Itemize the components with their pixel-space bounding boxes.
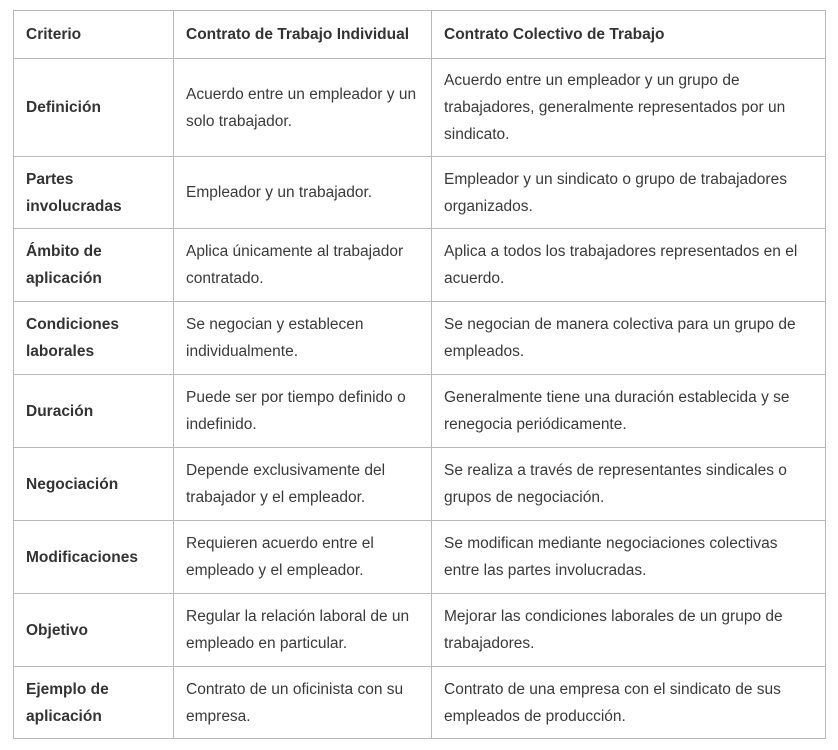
comparison-table-container: [13, 10, 825, 739]
table-row: [14, 594, 826, 667]
row-individual: Requieren acuerdo entre el empleado y el empleador.: [174, 521, 432, 594]
row-colectivo: Se modifican mediante negociaciones colectivas entre las partes involucradas.: [432, 521, 826, 594]
row-criterion: Duración: [14, 375, 174, 448]
row-criterion: Condiciones laborales: [14, 302, 174, 375]
table-header-row: [14, 11, 826, 59]
row-colectivo: Empleador y un sindicato o grupo de trabajadores organizados.: [432, 157, 826, 229]
row-criterion: Objetivo: [14, 594, 174, 667]
row-individual: Puede ser por tiempo definido o indefinido.: [174, 375, 432, 448]
table-row: [14, 375, 826, 448]
row-criterion: Negociación: [14, 448, 174, 521]
header-criterio: Criterio: [14, 11, 174, 59]
row-individual: Aplica únicamente al trabajador contratado.: [174, 229, 432, 302]
table-row: [14, 302, 826, 375]
row-colectivo: Acuerdo entre un empleador y un grupo de trabajadores, generalmente representados por un sindicato.: [432, 59, 826, 157]
header-contrato-individual: Contrato de Trabajo Individual: [174, 11, 432, 59]
row-colectivo: Mejorar las condiciones laborales de un grupo de trabajadores.: [432, 594, 826, 667]
row-individual: Empleador y un trabajador.: [174, 157, 432, 229]
row-colectivo: Aplica a todos los trabajadores representados en el acuerdo.: [432, 229, 826, 302]
row-individual: Acuerdo entre un empleador y un solo trabajador.: [174, 59, 432, 157]
row-individual: Regular la relación laboral de un empleado en particular.: [174, 594, 432, 667]
row-criterion: Definición: [14, 59, 174, 157]
table-row: [14, 521, 826, 594]
row-criterion: Modificaciones: [14, 521, 174, 594]
row-individual: Contrato de un oficinista con su empresa.: [174, 667, 432, 739]
row-criterion: Ejemplo de aplicación: [14, 667, 174, 739]
table-row: [14, 229, 826, 302]
row-colectivo: Generalmente tiene una duración establecida y se renegocia periódicamente.: [432, 375, 826, 448]
row-colectivo: Se realiza a través de representantes sindicales o grupos de negociación.: [432, 448, 826, 521]
header-contrato-colectivo: Contrato Colectivo de Trabajo: [432, 11, 826, 59]
row-colectivo: Se negocian de manera colectiva para un grupo de empleados.: [432, 302, 826, 375]
row-criterion: Partes involucradas: [14, 157, 174, 229]
table-row: [14, 157, 826, 229]
row-criterion: Ámbito de aplicación: [14, 229, 174, 302]
row-individual: Se negocian y establecen individualmente.: [174, 302, 432, 375]
comparison-table: [13, 10, 826, 739]
table-row: [14, 448, 826, 521]
row-colectivo: Contrato de una empresa con el sindicato de sus empleados de producción.: [432, 667, 826, 739]
table-row: [14, 59, 826, 157]
row-individual: Depende exclusivamente del trabajador y el empleador.: [174, 448, 432, 521]
table-row: [14, 667, 826, 739]
